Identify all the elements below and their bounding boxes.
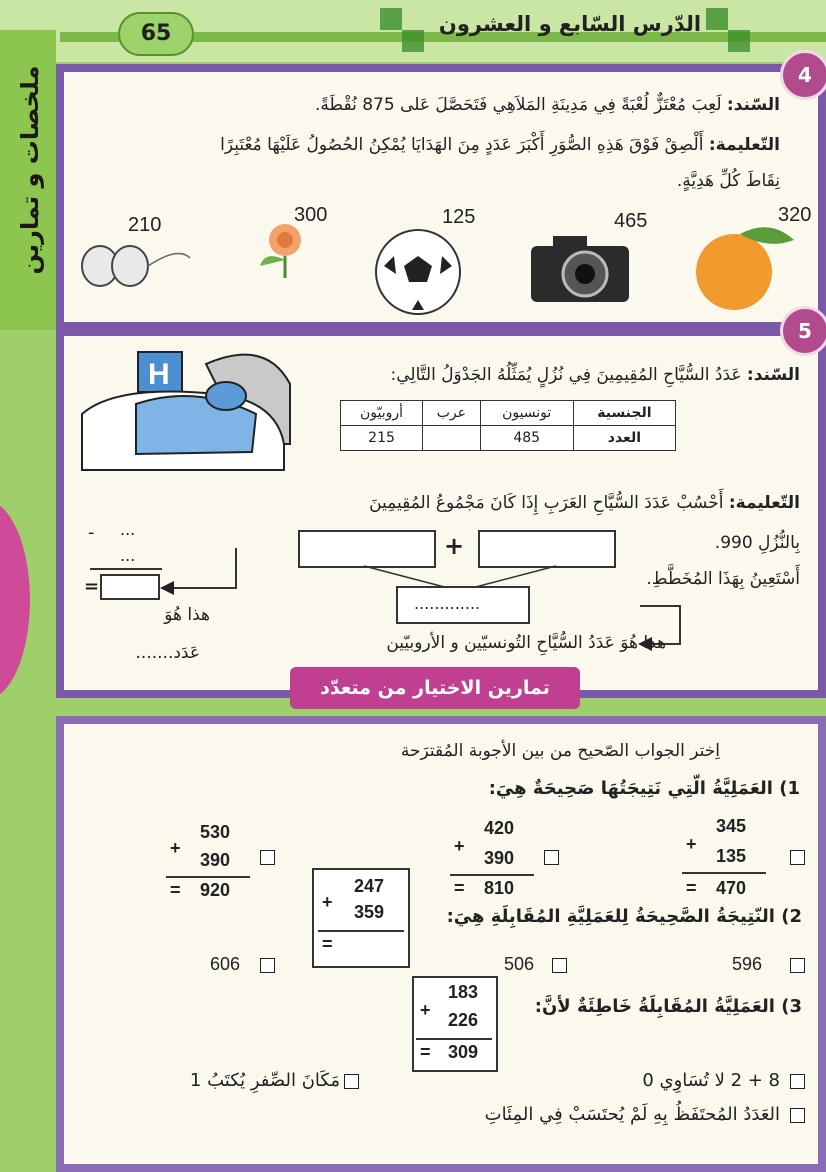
q1-opt3-a: 530 — [200, 822, 231, 842]
subtraction-dots-2: ... — [120, 546, 136, 565]
gift-points-orange: 320 — [778, 204, 812, 226]
subtraction-result-box — [100, 574, 160, 600]
left-caption-1: هذا هُوَ — [164, 605, 210, 625]
table-cell: العدد — [573, 426, 675, 451]
q1-opt1-plus: + — [686, 834, 697, 854]
side-label: ملخصات و تمارين — [16, 65, 44, 275]
subtraction-equals: = — [84, 576, 100, 597]
q2-opt1-checkbox[interactable] — [790, 958, 805, 973]
q3-opt2-checkbox[interactable] — [344, 1074, 359, 1089]
q3-op-eq: = — [420, 1042, 431, 1062]
diagram-box-sum — [396, 586, 530, 624]
q1-opt2-checkbox[interactable] — [544, 850, 559, 865]
left-connector-arrow — [158, 546, 248, 602]
diagram-box-left — [298, 530, 436, 568]
q2-opt2-checkbox[interactable] — [552, 958, 567, 973]
ex4-sanad — [80, 92, 780, 118]
q1-opt3-eq: = — [170, 880, 181, 900]
table-cell: عرب — [423, 401, 481, 426]
q3-op-r: 309 — [448, 1042, 479, 1062]
table-cell: 485 — [480, 426, 573, 451]
decor-square — [728, 30, 750, 52]
gift-points-camera: 465 — [614, 210, 648, 232]
q1-opt1-line — [682, 872, 766, 874]
q3-op-line — [416, 1038, 492, 1040]
q3-op-b: 226 — [448, 1010, 479, 1030]
ex5-sanad-text: عَدَدُ السُّيَّاحِ المُقِيمِينَ فِي نُزُلٍ يُمَثِّلُهُ الجَدْوَلُ التَّالِي: — [390, 365, 742, 385]
q3-text: 3) العَمَلِيَّةُ المُقَابِلَةُ خَاطِئَةٌ لأنَّ: — [534, 996, 802, 1017]
q1-opt3-r: 920 — [200, 880, 231, 900]
flower-icon — [250, 210, 320, 280]
diagram-box-right — [478, 530, 616, 568]
q1-opt1-checkbox[interactable] — [790, 850, 805, 865]
table-row — [341, 426, 676, 451]
decor-circle — [0, 500, 30, 700]
ex5-talima-line2: بِالنُّزُلِ 990. — [714, 533, 800, 553]
diagram-plus: + — [444, 532, 465, 560]
q2-op-a: 247 — [354, 876, 385, 896]
table-cell: الجنسية — [573, 401, 675, 426]
q2-op-line — [318, 930, 404, 932]
page-number: 65 — [118, 12, 194, 56]
q2-text: 2) النّتِيجَةُ الصَّحِيحَةُ لِلعَمَلِيَّةِ المُقَابِلَةِ هِيَ: — [446, 906, 802, 927]
diagram-dots: ............. — [414, 594, 481, 613]
q2-op-eq: = — [322, 934, 333, 954]
ex4-talima — [80, 132, 780, 158]
ex4-sanad-label: السّند: — [726, 95, 780, 115]
q3-operation-box — [412, 976, 498, 1072]
subtraction-line — [90, 568, 162, 570]
q1-opt1-r: 470 — [716, 878, 747, 898]
exercise-4-badge: 4 — [780, 50, 826, 100]
q2-op-b: 359 — [354, 902, 385, 922]
camera-icon — [525, 230, 635, 306]
q1-opt2-eq: = — [454, 878, 465, 898]
mcq-banner: تمارين الاختيار من متعدّد — [290, 667, 580, 709]
q1-opt2-line — [450, 874, 534, 876]
gift-points-ball: 125 — [442, 206, 476, 228]
q1-opt2-plus: + — [454, 836, 465, 856]
q1-opt2-r: 810 — [484, 878, 515, 898]
q3-opt1: 8 + 2 لا تُسَاوِي 0 — [642, 1070, 780, 1091]
orange-icon — [690, 218, 800, 314]
table-cell: 215 — [341, 426, 423, 451]
subtraction-dots-1: ... — [120, 520, 136, 539]
mcq-instruction: اِختر الجواب الصّحيح من بين الأجوبة المُقترَحة — [400, 741, 720, 761]
gift-points-binoculars: 210 — [128, 214, 162, 236]
table-cell: تونسيون — [480, 401, 573, 426]
table-cell-empty — [423, 426, 481, 451]
tourists-table — [340, 400, 676, 451]
q1-opt1-b: 135 — [716, 846, 747, 866]
ex5-sanad-label: السّند: — [746, 365, 800, 385]
ex4-sanad-text: لَعِبَ مُعْتَزٌّ لُعْبَةً فِي مَدِينَةِ المَلاَهِي فَتَحَصَّلَ عَلى 875 نُقْطَةً. — [315, 95, 722, 115]
hotel-bed-icon — [76, 344, 306, 480]
q3-opt3-checkbox[interactable] — [790, 1108, 805, 1123]
ex5-talima-text: أَحْسُبْ عَدَدَ السُّيَّاحِ العَرَبِ إِذَا كَانَ مَجْمُوعُ المُقِيمِينَ — [369, 493, 724, 513]
ex4-talima-label: التّعليمة: — [708, 135, 780, 155]
ex5-sanad — [300, 362, 800, 388]
q1-opt3-checkbox[interactable] — [260, 850, 275, 865]
q2-opt2: 506 — [504, 954, 535, 974]
ex5-talima-label: التّعليمة: — [728, 493, 800, 513]
q3-opt2: مَكَانَ الصِّفرِ يُكتَبُ 1 — [189, 1070, 340, 1091]
q3-opt3: العَدَدُ المُحتَفَظُ بِهِ لَمْ يُحتَسَبْ فِي المِئَاتِ — [484, 1104, 780, 1125]
binoculars-icon — [78, 236, 198, 292]
q3-op-plus: + — [420, 1000, 431, 1020]
lesson-title: الدّرس السّابع و العشرون — [438, 12, 702, 36]
table-header-row — [341, 401, 676, 426]
q1-opt2-b: 390 — [484, 848, 515, 868]
q2-operation-box — [312, 868, 410, 968]
q1-text: 1) العَمَلِيَّةُ الّتِي نَتِيجَتُهَا صَحِيحَةٌ هِيَ: — [488, 778, 800, 799]
q1-opt2-a: 420 — [484, 818, 515, 838]
q1-opt3-plus: + — [170, 838, 181, 858]
diagram-result-caption: هذا هُوَ عَدَدُ السُّيَّاحِ التُونسيّين و الأروبيّين — [386, 633, 666, 653]
q2-opt3: 606 — [210, 954, 241, 974]
q1-opt3-b: 390 — [200, 850, 231, 870]
hotel-sign-letter: H — [148, 358, 170, 391]
q3-op-a: 183 — [448, 982, 479, 1002]
q1-opt1-a: 345 — [716, 816, 747, 836]
q1-opt3-line — [166, 876, 250, 878]
q1-opt1-eq: = — [686, 878, 697, 898]
ex5-talima — [290, 490, 800, 516]
decor-square — [380, 8, 402, 30]
q2-opt3-checkbox[interactable] — [260, 958, 275, 973]
q2-op-plus: + — [322, 892, 333, 912]
ball-icon — [372, 226, 464, 318]
exercise-5-badge: 5 — [780, 306, 826, 356]
ex4-talima-text: أَلْصِقْ فَوْقَ هَذِهِ الصُّوَرِ أَكْبَرَ عَدَدٍ مِنَ الهَدَايَا يُمْكِنُ الحُصُولُ عَلَيْهَا مُعْتَبِرًا — [220, 135, 704, 155]
ex4-talima-line2: نِقَاطَ كُلِّ هَدِيَّةٍ. — [676, 171, 780, 191]
ex5-talima-line3: أَسْتَعِينُ بِهَذَا المُخَطَّطِ. — [646, 569, 800, 589]
left-caption-2: عَدَد....... — [135, 643, 200, 663]
gift-points-flower: 300 — [294, 204, 328, 226]
q2-opt1: 596 — [732, 954, 763, 974]
decor-square — [402, 30, 424, 52]
subtraction-minus: - — [88, 522, 95, 543]
q3-opt1-checkbox[interactable] — [790, 1074, 805, 1089]
table-cell: أروبيّون — [341, 401, 423, 426]
